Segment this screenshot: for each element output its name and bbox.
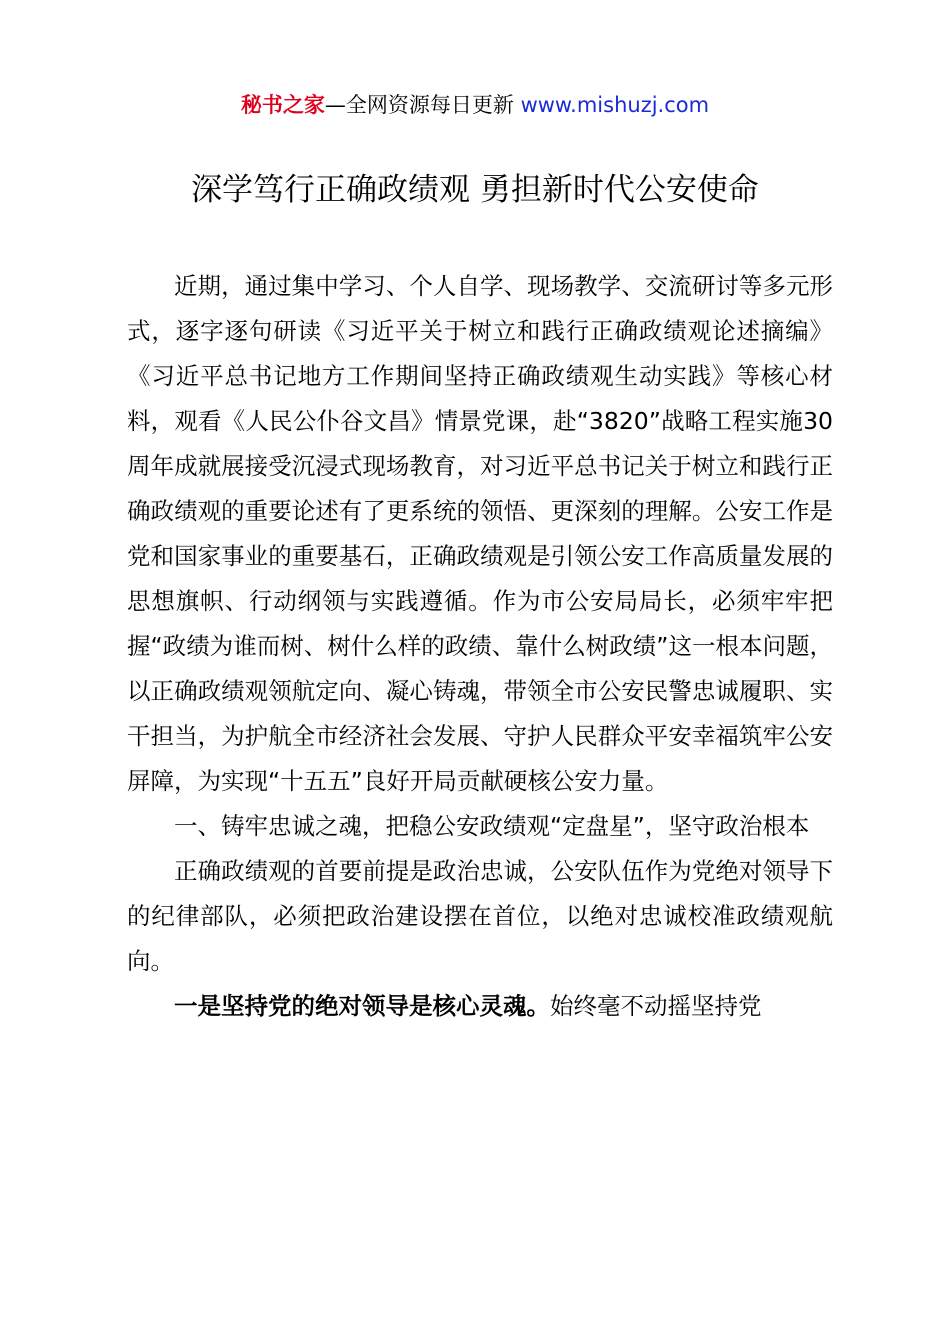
- site-header: [0, 90, 950, 120]
- point-1-text: 始终毫不动摇坚持党: [550, 992, 762, 1020]
- site-tagline: —全网资源每日更新: [324, 93, 521, 117]
- section-1-paragraph: 正确政绩观的首要前提是政治忠诚，公安队伍作为党绝对领导下的纪律部队，必须把政治建设摆在首位，以绝对忠诚校准政绩观航向。: [127, 857, 833, 975]
- document-title: 深学笃行正确政绩观 勇担新时代公安使命: [191, 172, 759, 208]
- site-url[interactable]: www.mishuzj.com: [520, 93, 710, 117]
- document-body: [127, 264, 833, 1029]
- section-heading-1: 一、铸牢忠诚之魂，把稳公安政绩观“定盘星”，坚守政治根本: [174, 812, 810, 840]
- site-brand: 秘书之家: [240, 93, 325, 117]
- intro-paragraph: 近期，通过集中学习、个人自学、现场教学、交流研讨等多元形式，逐字逐句研读《习近平关于树立和践行正确政绩观论述摘编》《习近平总书记地方工作期间坚持正确政绩观生动实践》等核心材料，观看《人民公仆谷文昌》情景党课，赴“3820”战略工程实施30周年成就展接受沉浸式现场教育，对习近平总书记关于树立和践行正确政绩观的重要论述有了更系统的领悟、更深刻的理解。公安工作是党和国家事业的重要基石，正确政绩观是引领公安工作高质量发展的思想旗帜、行动纲领与实践遵循。作为市公安局局长，必须牢牢把握“政绩为谁而树、树什么样的政绩、靠什么树政绩”这一根本问题，以正确政绩观领航定向、凝心铸魂，带领全市公安民警忠诚履职、实干担当，为护航全市经济社会发展、守护人民群众平安幸福筑牢公安屏障，为实现“十五五”良好开局贡献硬核公安力量。: [127, 272, 833, 795]
- point-1-paragraph: [127, 984, 833, 1029]
- point-1-lead: 一是坚持党的绝对领导是核心灵魂。: [174, 992, 550, 1020]
